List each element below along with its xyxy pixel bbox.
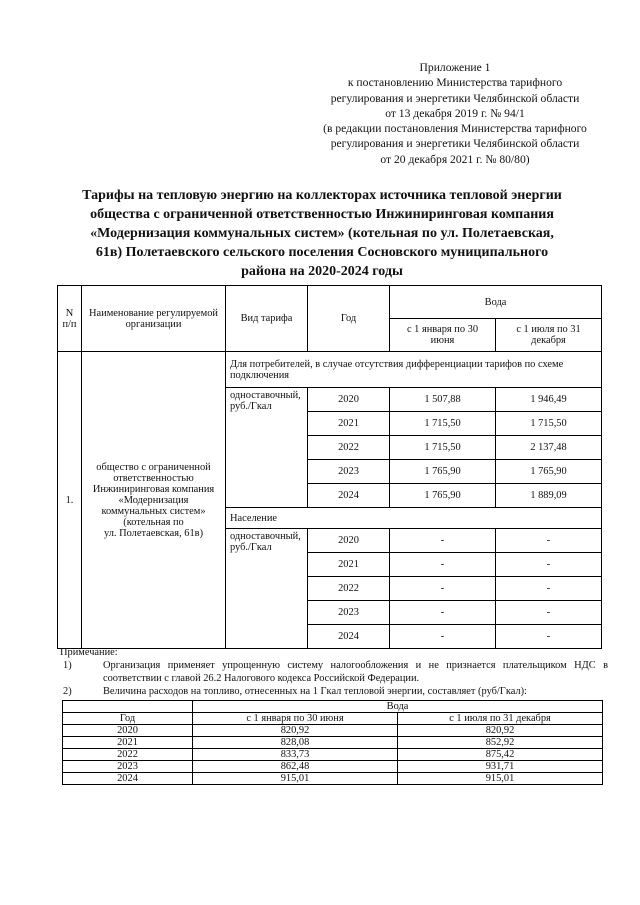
tariff-table: [57, 285, 602, 649]
notes-heading: Примечание:: [60, 647, 118, 658]
org-line: коммунальных систем»: [101, 505, 206, 517]
fuel-year-cell: 2021: [63, 737, 193, 749]
fuel-header-period1: с 1 января по 30 июня: [193, 713, 398, 725]
fuel-blank-header: [63, 701, 193, 713]
fuel-year-cell: 2020: [63, 725, 193, 737]
title-line: общества с ограниченной ответственностью Инжиниринговая компания: [90, 207, 554, 222]
fuel-header-year: Год: [63, 713, 193, 725]
year-cell: 2022: [308, 577, 390, 601]
header-period1: с 1 января по 30 июня: [390, 319, 496, 352]
value-cell: 1 765,90: [390, 484, 496, 508]
fuel-value-cell: 915,01: [193, 773, 398, 785]
organization-name: [82, 352, 226, 649]
year-cell: 2020: [308, 529, 390, 553]
value-cell: -: [390, 577, 496, 601]
value-cell: -: [390, 601, 496, 625]
year-cell: 2022: [308, 436, 390, 460]
fuel-value-cell: 915,01: [398, 773, 603, 785]
fuel-value-cell: 828,08: [193, 737, 398, 749]
value-cell: 2 137,48: [496, 436, 602, 460]
value-cell: 1 765,90: [390, 460, 496, 484]
org-line: (котельная по: [123, 516, 184, 528]
fuel-year-cell: 2022: [63, 749, 193, 761]
header-period2: с 1 июля по 31 декабря: [496, 319, 602, 352]
value-cell: 1 765,90: [496, 460, 602, 484]
notes-block: [60, 646, 608, 698]
fuel-value-cell: 820,92: [398, 725, 603, 737]
year-cell: 2020: [308, 388, 390, 412]
appendix-line: регулирования и энергетики Челябинской области: [330, 91, 580, 105]
value-cell: -: [390, 529, 496, 553]
value-cell: 1 715,50: [390, 436, 496, 460]
value-cell: -: [496, 625, 602, 649]
fuel-value-cell: 875,42: [398, 749, 603, 761]
org-line: Инжиниринговая компания: [92, 483, 215, 495]
row-number: 1.: [58, 352, 82, 649]
org-line: ул. Полетаевская, 61в): [103, 527, 204, 539]
value-cell: 1 889,09: [496, 484, 602, 508]
title-line: «Модернизация коммунальных систем» (котельная по ул. Полетаевская,: [90, 226, 554, 241]
fuel-header-water: Вода: [193, 701, 603, 713]
value-cell: -: [390, 553, 496, 577]
fuel-value-cell: 862,48: [193, 761, 398, 773]
appendix-line: (в редакции постановления Министерства тарифного: [323, 122, 587, 136]
year-cell: 2023: [308, 601, 390, 625]
year-cell: 2024: [308, 484, 390, 508]
year-cell: 2023: [308, 460, 390, 484]
org-line: общество с ограниченной: [96, 461, 211, 473]
value-cell: -: [496, 529, 602, 553]
note-text: Величина расходов на топливо, отнесенных на 1 Гкал тепловой энергии, составляет (руб/Гкал):: [103, 686, 527, 697]
group-label-population: Население: [226, 508, 602, 529]
org-line: ответственностью: [113, 472, 194, 484]
group-label-consumers: Для потребителей, в случае отсутствия дифференциации тарифов по схеме подключения: [226, 352, 602, 388]
header-org: Наименование регулируемой организации: [82, 286, 226, 352]
fuel-year-cell: 2023: [63, 761, 193, 773]
year-cell: 2021: [308, 412, 390, 436]
title-line: Тарифы на тепловую энергию на коллекторах источника тепловой энергии: [82, 188, 562, 203]
value-cell: 1 507,88: [390, 388, 496, 412]
year-cell: 2024: [308, 625, 390, 649]
value-cell: -: [496, 601, 602, 625]
appendix-line: от 13 декабря 2019 г. № 94/1: [385, 106, 525, 120]
value-cell: -: [390, 625, 496, 649]
note-item: [60, 685, 608, 698]
appendix-line: от 20 декабря 2021 г. № 80/80): [380, 152, 530, 166]
fuel-value-cell: 833,73: [193, 749, 398, 761]
value-cell: 1 946,49: [496, 388, 602, 412]
value-cell: -: [496, 577, 602, 601]
header-tariff-type: Вид тарифа: [226, 286, 308, 352]
title-line: района на 2020-2024 годы: [241, 264, 403, 279]
value-cell: 1 715,50: [496, 412, 602, 436]
year-cell: 2021: [308, 553, 390, 577]
note-text: Организация применяет упрощенную систему налогообложения и не признается плательщиком НДС в соответствии с главой 26.2 Налогового кодекса Российской Федерации.: [103, 660, 608, 684]
appendix-line: Приложение 1: [419, 61, 491, 74]
note-number: 1): [63, 660, 72, 671]
fuel-value-cell: 820,92: [193, 725, 398, 737]
tariff-type-cell: одноставочный, руб./Гкал: [226, 388, 308, 508]
note-number: 2): [63, 686, 72, 697]
org-line: «Модернизация: [118, 494, 189, 506]
fuel-value-cell: 931,71: [398, 761, 603, 773]
document-title: [62, 186, 582, 281]
fuel-year-cell: 2024: [63, 773, 193, 785]
note-item: [60, 659, 608, 685]
header-water: Вода: [390, 286, 602, 319]
appendix-line: к постановлению Министерства тарифного: [347, 76, 563, 90]
appendix-line: регулирования и энергетики Челябинской области: [330, 137, 580, 151]
appendix-block: [290, 60, 620, 167]
value-cell: 1 715,50: [390, 412, 496, 436]
header-num: N п/п: [58, 286, 82, 352]
fuel-header-period2: с 1 июля по 31 декабря: [398, 713, 603, 725]
header-year: Год: [308, 286, 390, 352]
tariff-type-cell: одноставочный, руб./Гкал: [226, 529, 308, 649]
value-cell: -: [496, 553, 602, 577]
title-line: 61в) Полетаевского сельского поселения Сосновского муниципального: [95, 245, 549, 260]
fuel-value-cell: 852,92: [398, 737, 603, 749]
fuel-cost-table: [62, 700, 603, 785]
